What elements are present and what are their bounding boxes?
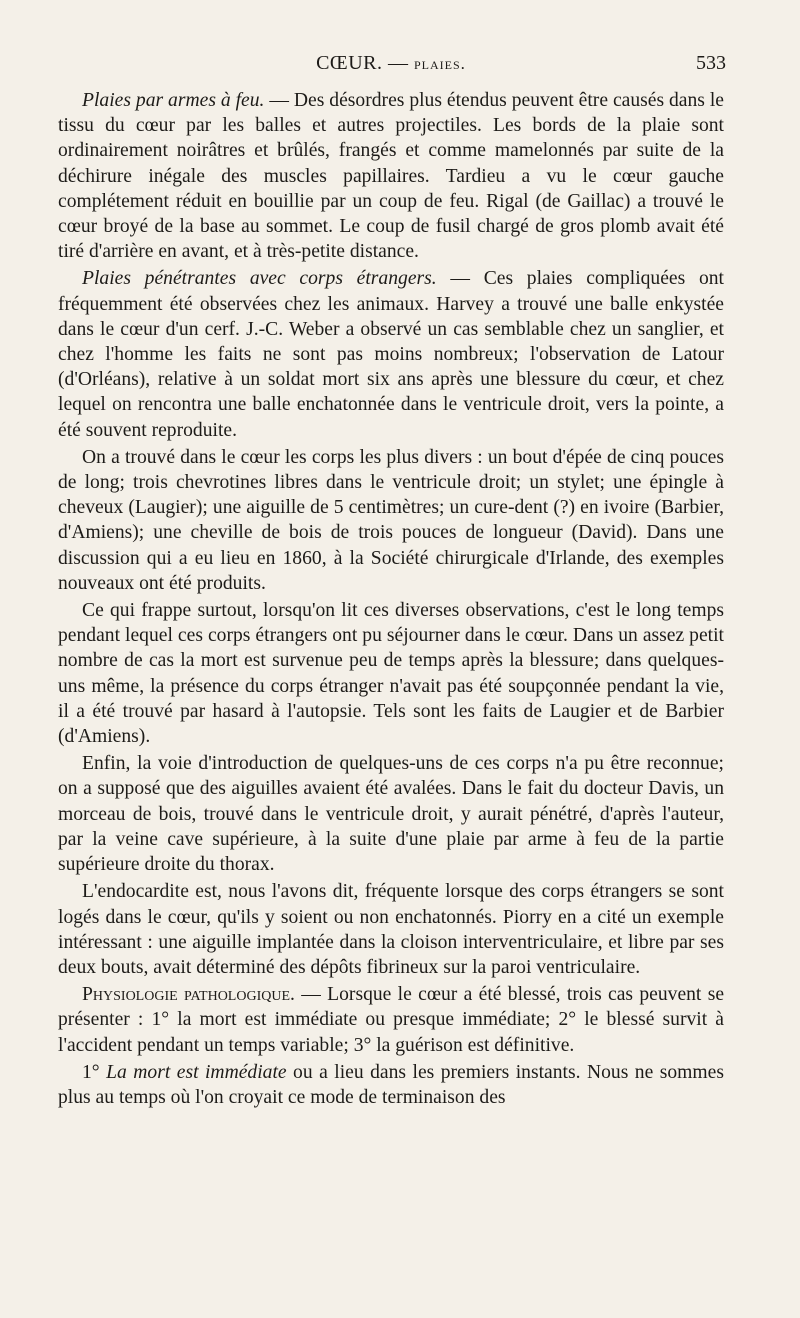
lead-separator: — <box>436 268 484 290</box>
paragraph-text: Ces plaies compliquées ont fréquemment été observées chez les animaux. Harvey a trouvé une balle enkystée dans le cœur d'un cerf. J.-C. Weber a observé un cas semblable chez un sanglier, et chez l'homme les faits ne sont pas moins nombreux; l'observation de Latour (d'Orléans), relative à un soldat mort six ans après une blessure du cœur, et chez lequel on rencontra une balle enchatonnée dans le ventricule droit, vers la pointe, a été souvent reproduite. <box>58 268 725 441</box>
paragraph-immediate-death <box>58 1060 724 1110</box>
paragraph-objects-found: On a trouvé dans le cœur les corps les plus divers : un bout d'épée de cinq pouces de long; trois chevrotines libres dans le ventricule droit; un stylet; une épingle à cheveux (Laugier); une aiguille de 5 centimètres; un cure-dent (?) en ivoire (Barbier, d'Amiens); une cheville de bois de trois pouces de longueur (David). Dans une discussion qui a eu lieu en 1860, à la Société chirurgicale d'Irlande, des exemples nouveaux ont été produits. <box>58 446 724 594</box>
paragraph-text: Lorsque le cœur a été blessé, trois cas peuvent se présenter : 1° la mort est immédiate ou presque immédiate; 2° le blessé survit à l'accident pendant un temps variable; 3° la guérison est définitive. <box>58 984 725 1056</box>
paragraph-long-sojourn: Ce qui frappe surtout, lorsqu'on lit ces diverses observations, c'est le long temps pendant lequel ces corps étrangers ont pu séjourner dans le cœur. Dans un assez petit nombre de cas la mort est survenue peu de temps après la blessure; dans quelques-uns même, la présence du corps étranger n'avait pas été soupçonnée pendant la vie, il a été trouvé par hasard à l'autopsie. Tels sont les faits de Laugier et de Barbier (d'Amiens). <box>58 600 724 748</box>
header-title <box>56 52 726 75</box>
header-subtitle: plaies. <box>413 54 466 73</box>
lead-separator: — <box>264 90 294 111</box>
lead-separator: — <box>294 984 328 1006</box>
paragraph-pathological-physiology <box>58 982 724 1058</box>
header-dash: — <box>382 52 414 74</box>
paragraph-gunshot-wounds <box>58 88 724 264</box>
list-number: 1° <box>82 1061 100 1083</box>
section-lead: Plaies pénétrantes avec corps étrangers. <box>82 268 437 290</box>
paragraph-endocarditis: L'endocardite est, nous l'avons dit, fréquente lorsque des corps étrangers se sont logés dans le cœur, qu'ils y soient ou non enchatonnés. Piorry en a cité un exemple intéressant : une aiguille implantée dans la cloison interventriculaire, et libre par ses deux bouts, avait déterminé des dépôts fibrineux sur la paroi ventriculaire. <box>58 881 724 978</box>
page-number: 533 <box>696 52 726 74</box>
section-lead: La mort est immédiate <box>106 1061 287 1083</box>
paragraph-foreign-bodies <box>58 266 724 442</box>
section-lead: Physiologie pathologique. <box>82 984 295 1006</box>
paragraph-introduction-route: Enfin, la voie d'introduction de quelques-uns de ces corps n'a pu être reconnue; on a supposé que des aiguilles avaient été avalées. Dans le fait du docteur Davis, un morceau de bois, trouvé dans le ventricule droit, y aurait pénétré, d'après l'auteur, par la veine cave supérieure, à la suite d'une plaie par arme à feu de la partie supérieure droite du thorax. <box>58 753 724 876</box>
body-text <box>58 88 724 1112</box>
running-header <box>56 52 726 82</box>
paragraph-text: Des désordres plus étendus peuvent être causés dans le tissu du cœur par les balles et autres projectiles. Les bords de la plaie sont ordinairement noirâtres et brûlés, frangés et comme mamelonnés par suite de la déchirure inégale des muscles papillaires. Tardieu a vu le cœur gauche complétement réduit en bouillie par un coup de feu. Rigal (de Gaillac) a trouvé le cœur broyé de la base au sommet. Le coup de fusil chargé de gros plomb avait été tiré d'arrière en avant, et à très-petite distance. <box>58 90 724 263</box>
section-lead: Plaies par armes à feu. <box>82 90 265 111</box>
header-main-title: CŒUR. <box>316 52 383 74</box>
paragraph-text: ou a lieu dans les premiers instants. Nous ne sommes plus au temps où l'on croyait ce mode de terminaison des <box>58 1061 724 1108</box>
